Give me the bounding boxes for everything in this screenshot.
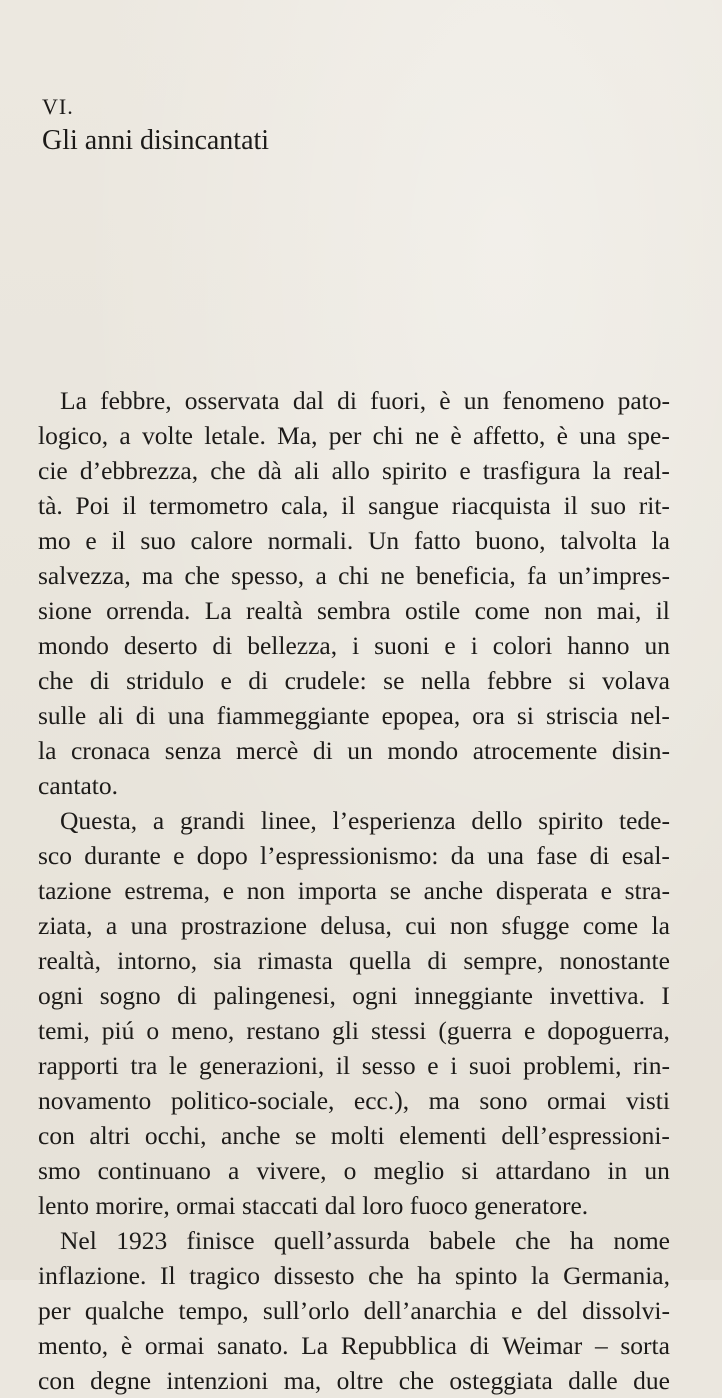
text-line: la cronaca senza mercè di un mondo atrocemente disin- <box>38 736 670 765</box>
chapter-title: Gli anni disincantati <box>42 125 270 156</box>
text-line: mondo deserto di bellezza, i suoni e i colori hanno un <box>38 631 670 660</box>
text-line: lento morire, ormai staccati dal loro fuoco generatore. <box>38 1191 589 1220</box>
text-line: tà. Poi il termometro cala, il sangue riacquista il suo rit- <box>38 491 670 520</box>
text-line: inflazione. Il tragico dissesto che ha spinto la Germania, <box>38 1261 670 1290</box>
text-line: ogni sogno di palingenesi, ogni inneggiante invettiva. I <box>38 981 670 1010</box>
text-line: sco durante e dopo l’espressionismo: da una fase di esal- <box>38 841 670 870</box>
text-line: che di stridulo e di crudele: se nella febbre si volava <box>38 666 670 695</box>
chapter-number: VI. <box>42 94 74 119</box>
chapter-heading <box>42 94 269 158</box>
text-line: con altri occhi, anche se molti elementi dell’espressioni- <box>38 1121 670 1150</box>
text-line: sulle ali di una fiammeggiante epopea, ora si striscia nel- <box>38 701 670 730</box>
text-line: ziata, a una prostrazione delusa, cui non sfugge come la <box>38 911 670 940</box>
text-line: rapporti tra le generazioni, il sesso e i suoi problemi, rin- <box>38 1051 670 1080</box>
text-line: Nel 1923 finisce quell’assurda babele che ha nome <box>60 1226 670 1255</box>
text-line: tazione estrema, e non importa se anche disperata e stra- <box>38 876 670 905</box>
text-line: La febbre, osservata dal di fuori, è un fenomeno pato- <box>60 386 670 415</box>
text-line: smo continuano a vivere, o meglio si attardano in un <box>38 1156 670 1185</box>
text-line: temi, piú o meno, restano gli stessi (guerra e dopoguerra, <box>38 1016 670 1045</box>
body-text <box>38 383 670 1398</box>
text-line: mento, è ormai sanato. La Repubblica di Weimar – sorta <box>38 1331 670 1360</box>
text-line: con degne intenzioni ma, oltre che osteggiata dalle due <box>38 1366 670 1395</box>
text-line: realtà, intorno, sia rimasta quella di sempre, nonostante <box>38 946 670 975</box>
text-line: sione orrenda. La realtà sembra ostile come non mai, il <box>38 596 670 625</box>
text-line: novamento politico-sociale, ecc.), ma sono ormai visti <box>38 1086 670 1115</box>
text-line: cie d’ebbrezza, che dà ali allo spirito e trasfigura la real- <box>38 456 670 485</box>
text-line: per qualche tempo, sull’orlo dell’anarchia e del dissolvi- <box>38 1296 670 1325</box>
bleed-through-text <box>300 0 722 390</box>
text-line: mo e il suo calore normali. Un fatto buono, talvolta la <box>38 526 670 555</box>
text-line: cantato. <box>38 771 118 800</box>
text-line: salvezza, ma che spesso, a chi ne beneficia, fa un’impres- <box>38 561 670 590</box>
text-line: logico, a volte letale. Ma, per chi ne è affetto, è una spe- <box>38 421 670 450</box>
text-line: Questa, a grandi linee, l’esperienza dello spirito tede- <box>60 806 670 835</box>
